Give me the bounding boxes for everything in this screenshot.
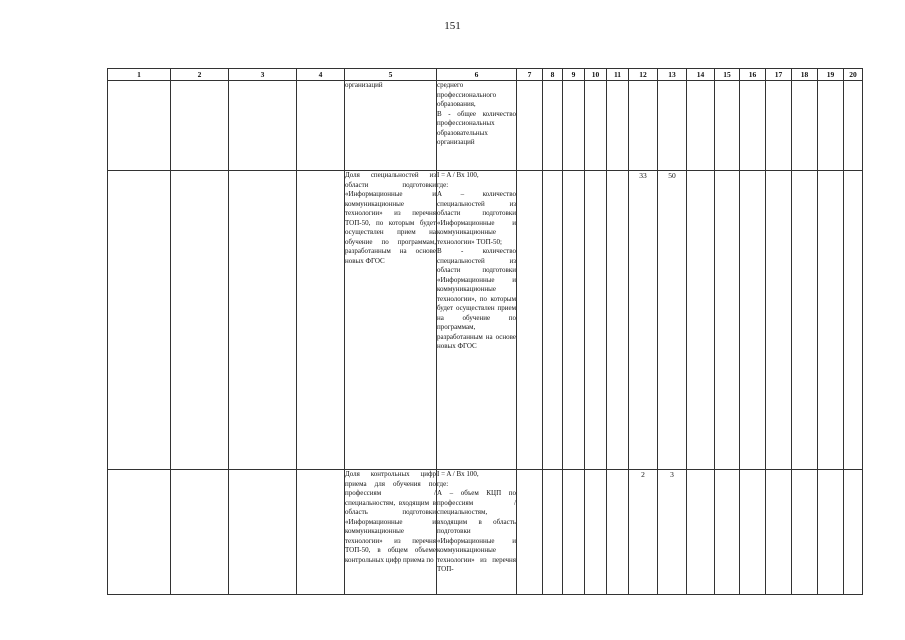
column-header: 5 bbox=[345, 69, 437, 81]
page-number: 151 bbox=[444, 20, 461, 32]
column-header: 3 bbox=[229, 69, 297, 81]
column-header: 13 bbox=[658, 69, 687, 81]
column-header: 14 bbox=[687, 69, 715, 81]
column-header: 10 bbox=[585, 69, 607, 81]
table-row bbox=[108, 470, 863, 595]
column-header: 6 bbox=[437, 69, 517, 81]
column-header: 4 bbox=[297, 69, 345, 81]
column-header: 17 bbox=[766, 69, 792, 81]
value-cell-12: 33 bbox=[629, 171, 658, 470]
formula-cell: среднего профессионального образования, В - общее количество профессиональных образовательных организаций bbox=[437, 81, 517, 171]
column-header: 19 bbox=[818, 69, 844, 81]
indicator-table bbox=[107, 68, 863, 595]
formula-cell: I = A / Bx 100, где: А – объем КЦП по профессиям / специальностям, входящим в область подготовки «Информационные и коммуникационные технологии» из перечня ТОП- bbox=[437, 470, 517, 595]
indicator-cell: Доля специальностей из области подготовки «Информационные и коммуникационные технологии» из перечня ТОП-50, по которым будет осуществлен прием на обучение по программам, разработанным на основе новых ФГОС bbox=[345, 171, 437, 470]
column-header: 16 bbox=[740, 69, 766, 81]
indicator-cell: организаций bbox=[345, 81, 437, 171]
value-cell-12 bbox=[629, 81, 658, 171]
value-cell-13: 3 bbox=[658, 470, 687, 595]
table-row bbox=[108, 171, 863, 470]
column-header: 1 bbox=[108, 69, 171, 81]
column-header: 15 bbox=[715, 69, 740, 81]
column-header: 20 bbox=[844, 69, 863, 81]
header-row bbox=[108, 69, 863, 81]
value-cell-13: 50 bbox=[658, 171, 687, 470]
value-cell-13 bbox=[658, 81, 687, 171]
formula-cell: I = A / Bx 100, где: А – количество специальностей из области подготовки «Информационные и коммуникационные технологии» ТОП-50; В - количество специальностей из области подготовки «Информационные и коммуникационные технологии», по которым будет осуществлен прием на обучение по программам, разработанным на основе новых ФГОС bbox=[437, 171, 517, 470]
column-header: 18 bbox=[792, 69, 818, 81]
column-header: 8 bbox=[543, 69, 563, 81]
table-row bbox=[108, 81, 863, 171]
column-header: 2 bbox=[171, 69, 229, 81]
column-header: 9 bbox=[563, 69, 585, 81]
indicator-cell: Доля контрольных цифр приема для обучения по профессиям / специальностям, входящим в область подготовки «Информационные и коммуникационные технологии» из перечня ТОП-50, в общем объеме контрольных цифр приема по bbox=[345, 470, 437, 595]
value-cell-12: 2 bbox=[629, 470, 658, 595]
column-header: 11 bbox=[607, 69, 629, 81]
column-header: 12 bbox=[629, 69, 658, 81]
column-header: 7 bbox=[517, 69, 543, 81]
